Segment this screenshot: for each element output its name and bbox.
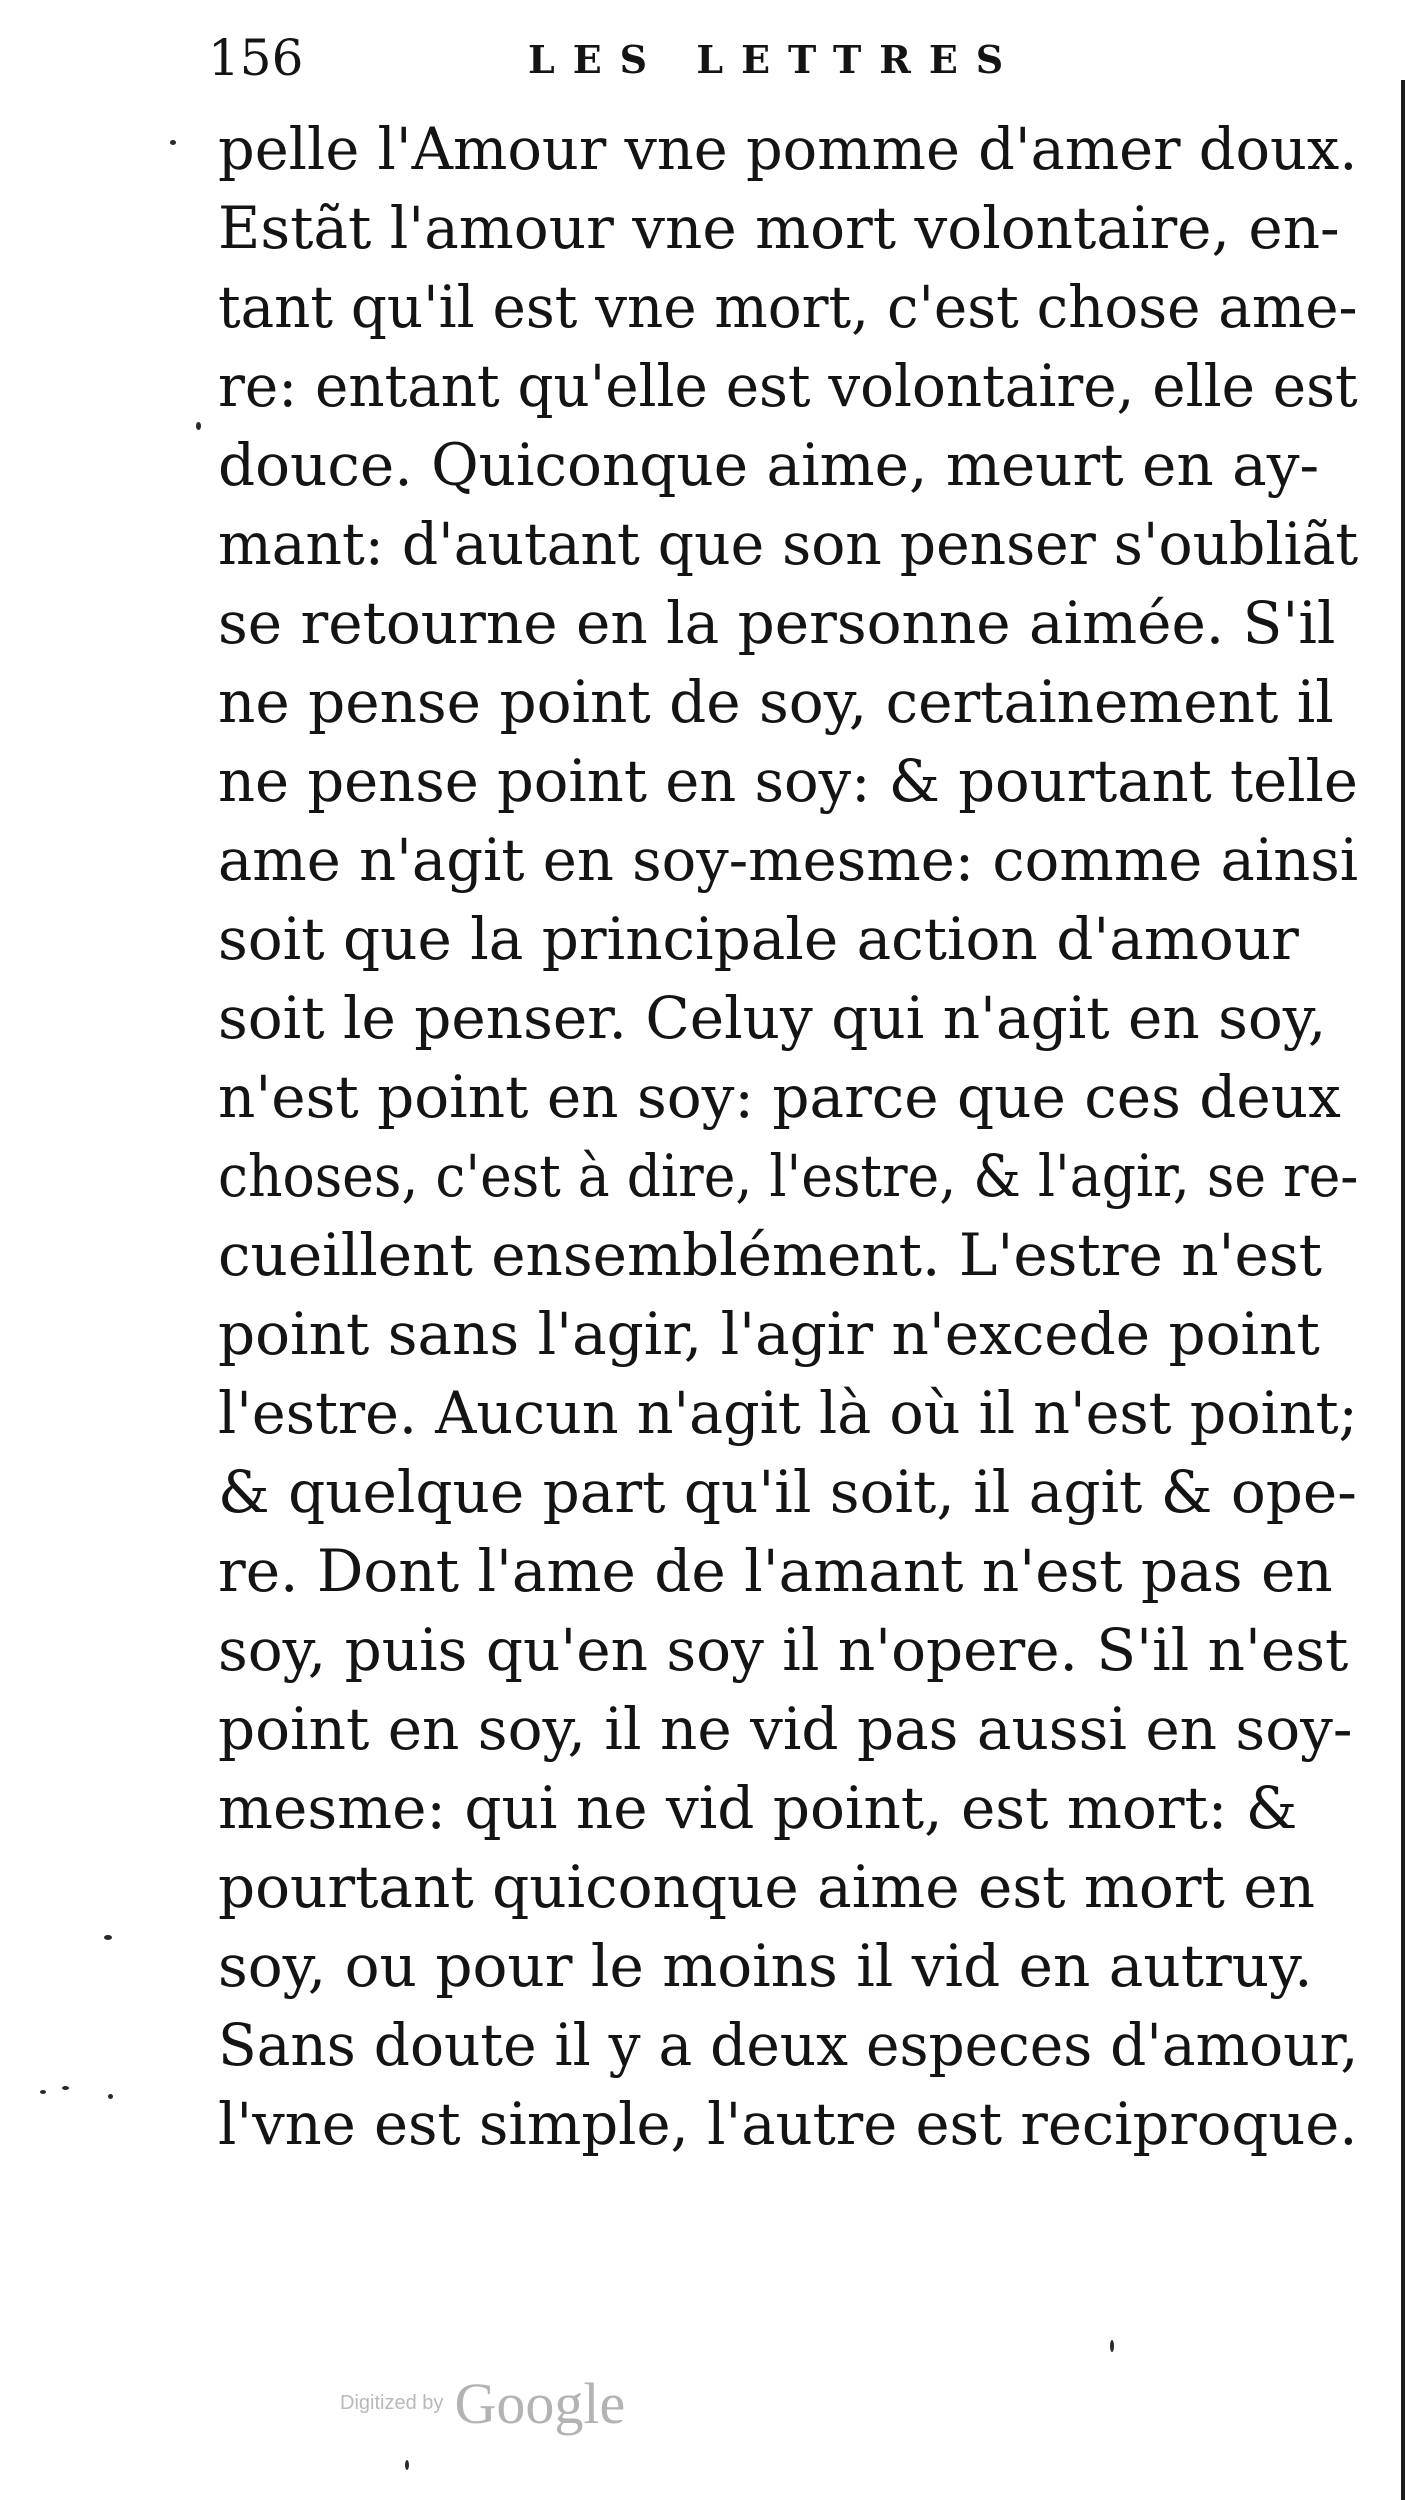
ink-speck (40, 2090, 46, 2094)
text-line: soit que la principale action d'amour (218, 905, 1299, 973)
watermark-brand: Google (454, 2371, 626, 2436)
text-line: n'est point en soy: parce que ces deux (218, 1063, 1341, 1131)
digitization-watermark (340, 2370, 625, 2437)
text-line: point en soy, il ne vid pas aussi en soy- (218, 1695, 1353, 1763)
page-edge-rule (1401, 80, 1405, 2500)
text-line: soy, ou pour le moins il vid en autruy. (218, 1932, 1313, 2000)
text-line: pourtant quiconque aime est mort en (218, 1853, 1315, 1921)
text-line: mesme: qui ne vid point, est mort: & (218, 1774, 1298, 1842)
text-line: mant: d'autant que son penser s'oubliãt (218, 510, 1359, 578)
text-line: ne pense point de soy, certainement il (218, 668, 1334, 736)
running-head: LES LETTRES (528, 37, 1022, 82)
page-header (208, 28, 1128, 88)
text-line: tant qu'il est vne mort, c'est chose ame- (218, 273, 1358, 341)
ink-speck (196, 422, 201, 430)
text-line: point sans l'agir, l'agir n'excede point (218, 1300, 1320, 1368)
ink-speck (170, 140, 176, 145)
text-line: se retourne en la personne aimée. S'il (218, 589, 1336, 657)
ink-speck (405, 2460, 409, 2470)
text-line: douce. Quiconque aime, meurt en ay- (218, 431, 1320, 499)
page-number: 156 (208, 29, 304, 87)
body-text (218, 112, 1368, 2162)
ink-speck (1110, 2340, 1114, 2352)
text-line: l'vne est simple, l'autre est reciproque. (218, 2090, 1358, 2158)
text-line: soy, puis qu'en soy il n'opere. S'il n'est (218, 1616, 1349, 1684)
text-line: pelle l'Amour vne pomme d'amer doux. (218, 115, 1358, 183)
text-line: & quelque part qu'il soit, il agit & ope- (218, 1458, 1357, 1526)
ink-speck (62, 2086, 69, 2090)
text-line: Estãt l'amour vne mort volontaire, en- (218, 194, 1340, 262)
text-line: Sans doute il y a deux especes d'amour, (218, 2011, 1359, 2079)
text-line: re. Dont l'ame de l'amant n'est pas en (218, 1537, 1333, 1605)
text-line: soit le penser. Celuy qui n'agit en soy, (218, 984, 1327, 1052)
text-line: cueillent ensemblément. L'estre n'est (218, 1221, 1322, 1289)
text-line: ame n'agit en soy-mesme: comme ainsi (218, 826, 1359, 894)
watermark-prefix: Digitized by (340, 2392, 444, 2414)
text-line: choses, c'est à dire, l'estre, & l'agir, se re- (218, 1142, 1359, 1210)
text-line: ne pense point en soy: & pourtant telle (218, 747, 1358, 815)
text-line: re: entant qu'elle est volontaire, elle est (218, 352, 1358, 420)
text-line: l'estre. Aucun n'agit là où il n'est point; (218, 1379, 1358, 1447)
ink-speck (108, 2094, 113, 2099)
ink-speck (104, 1935, 112, 1940)
